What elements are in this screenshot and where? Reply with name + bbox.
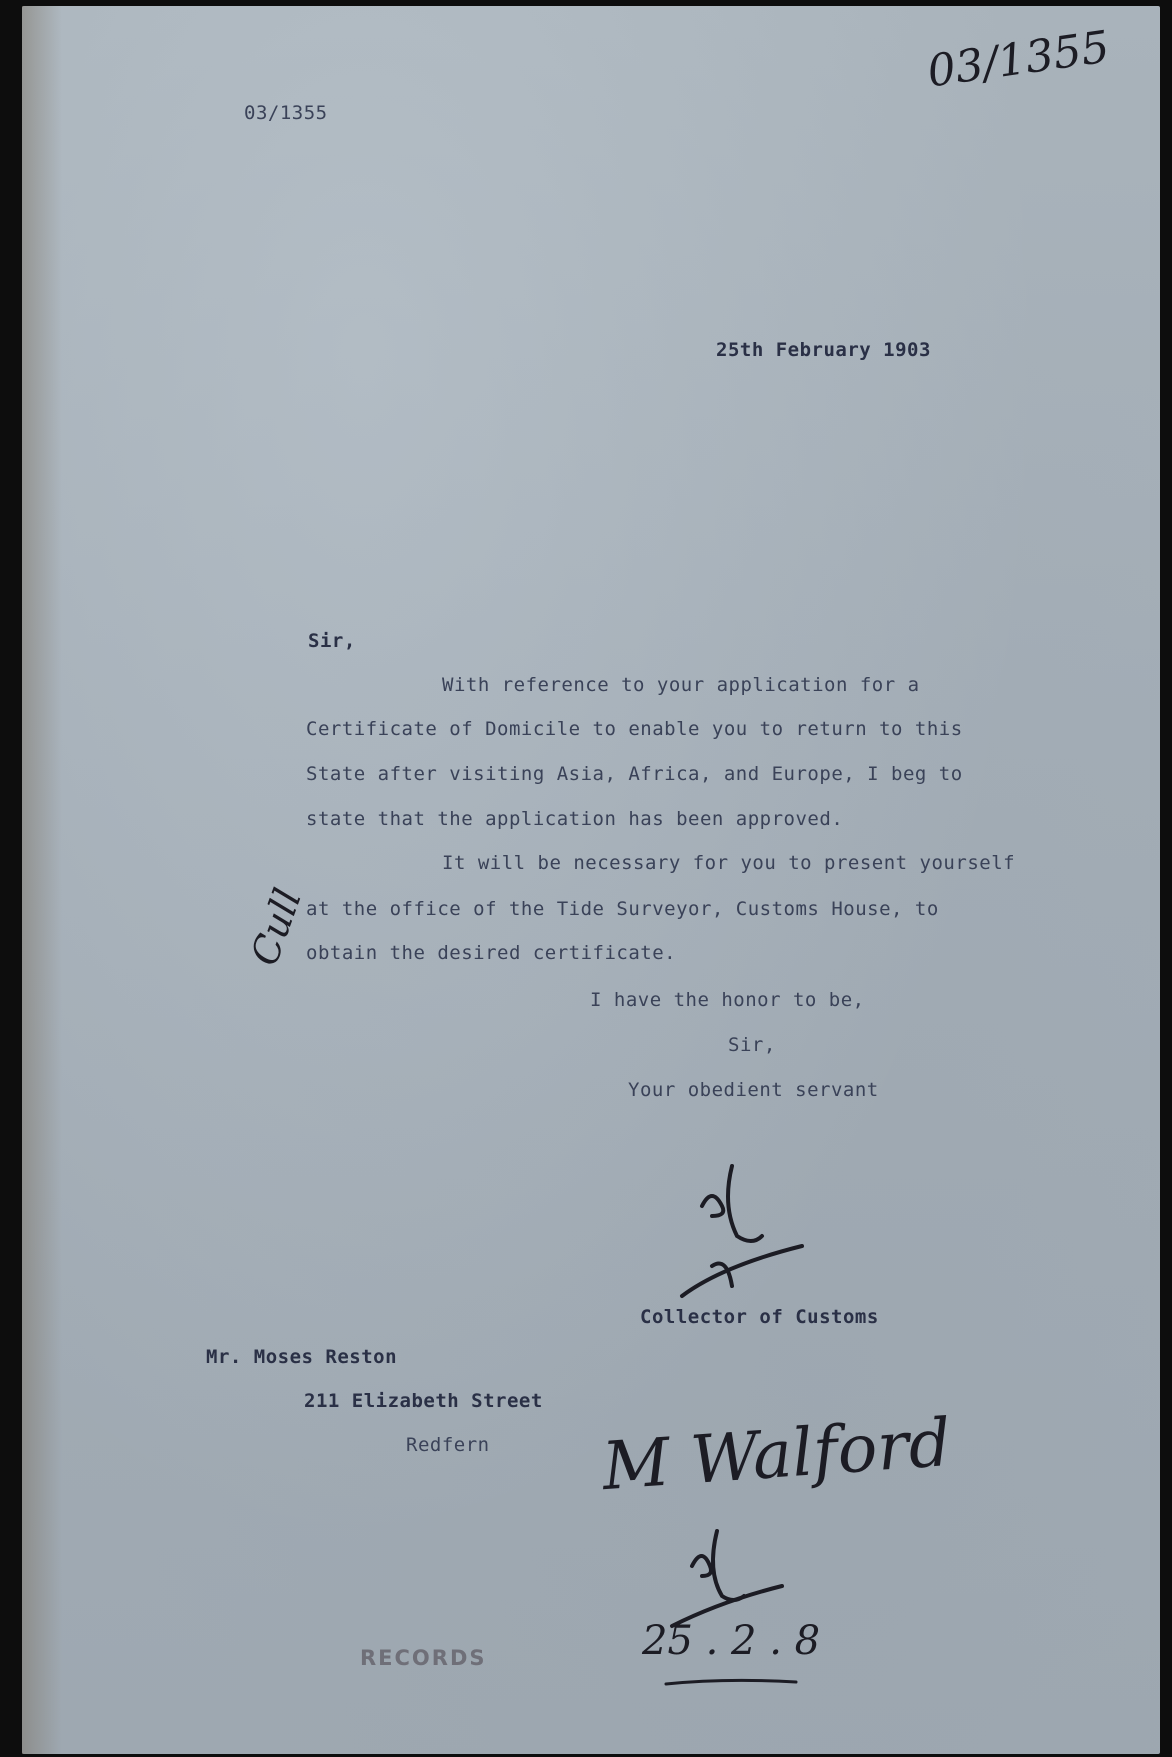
recipient-name: Mr. Moses Reston [206,1346,398,1368]
handwritten-reference-number: 03/1355 [924,21,1113,98]
salutation: Sir, [308,630,356,652]
margin-initials: Cull [242,882,310,972]
closing-line-1: I have the honor to be, [590,989,865,1011]
body-line-3: State after visiting Asia, Africa, and Europe, I beg to [306,763,963,785]
body-line-1: With reference to your application for a [442,674,920,696]
handwritten-annotation-date: 25 . 2 . 8 [642,1618,821,1664]
body-line-7: obtain the desired certificate. [306,942,677,964]
letter-date: 25th February 1903 [716,339,931,361]
recipient-street: 211 Elizabeth Street [304,1390,543,1412]
records-stamp: RECORDS [360,1646,487,1670]
body-line-4: state that the application has been approved. [306,808,844,830]
closing-line-2: Sir, [728,1034,776,1056]
letter-sheet [22,6,1160,1754]
paper-edge-shading [22,6,62,1754]
closing-line-3: Your obedient servant [628,1079,879,1101]
recipient-suburb: Redfern [406,1434,490,1456]
signatory-title: Collector of Customs [640,1306,879,1328]
handwritten-annotation-name: M Walford [599,1403,954,1506]
date-underline [664,1678,804,1688]
signatory-initials-mark [662,1146,822,1296]
body-line-2: Certificate of Domicile to enable you to return to this [306,718,963,740]
typed-reference-number: 03/1355 [244,102,328,124]
body-line-5: It will be necessary for you to present yourself [442,852,1016,874]
body-line-6: at the office of the Tide Surveyor, Customs House, to [306,898,939,920]
